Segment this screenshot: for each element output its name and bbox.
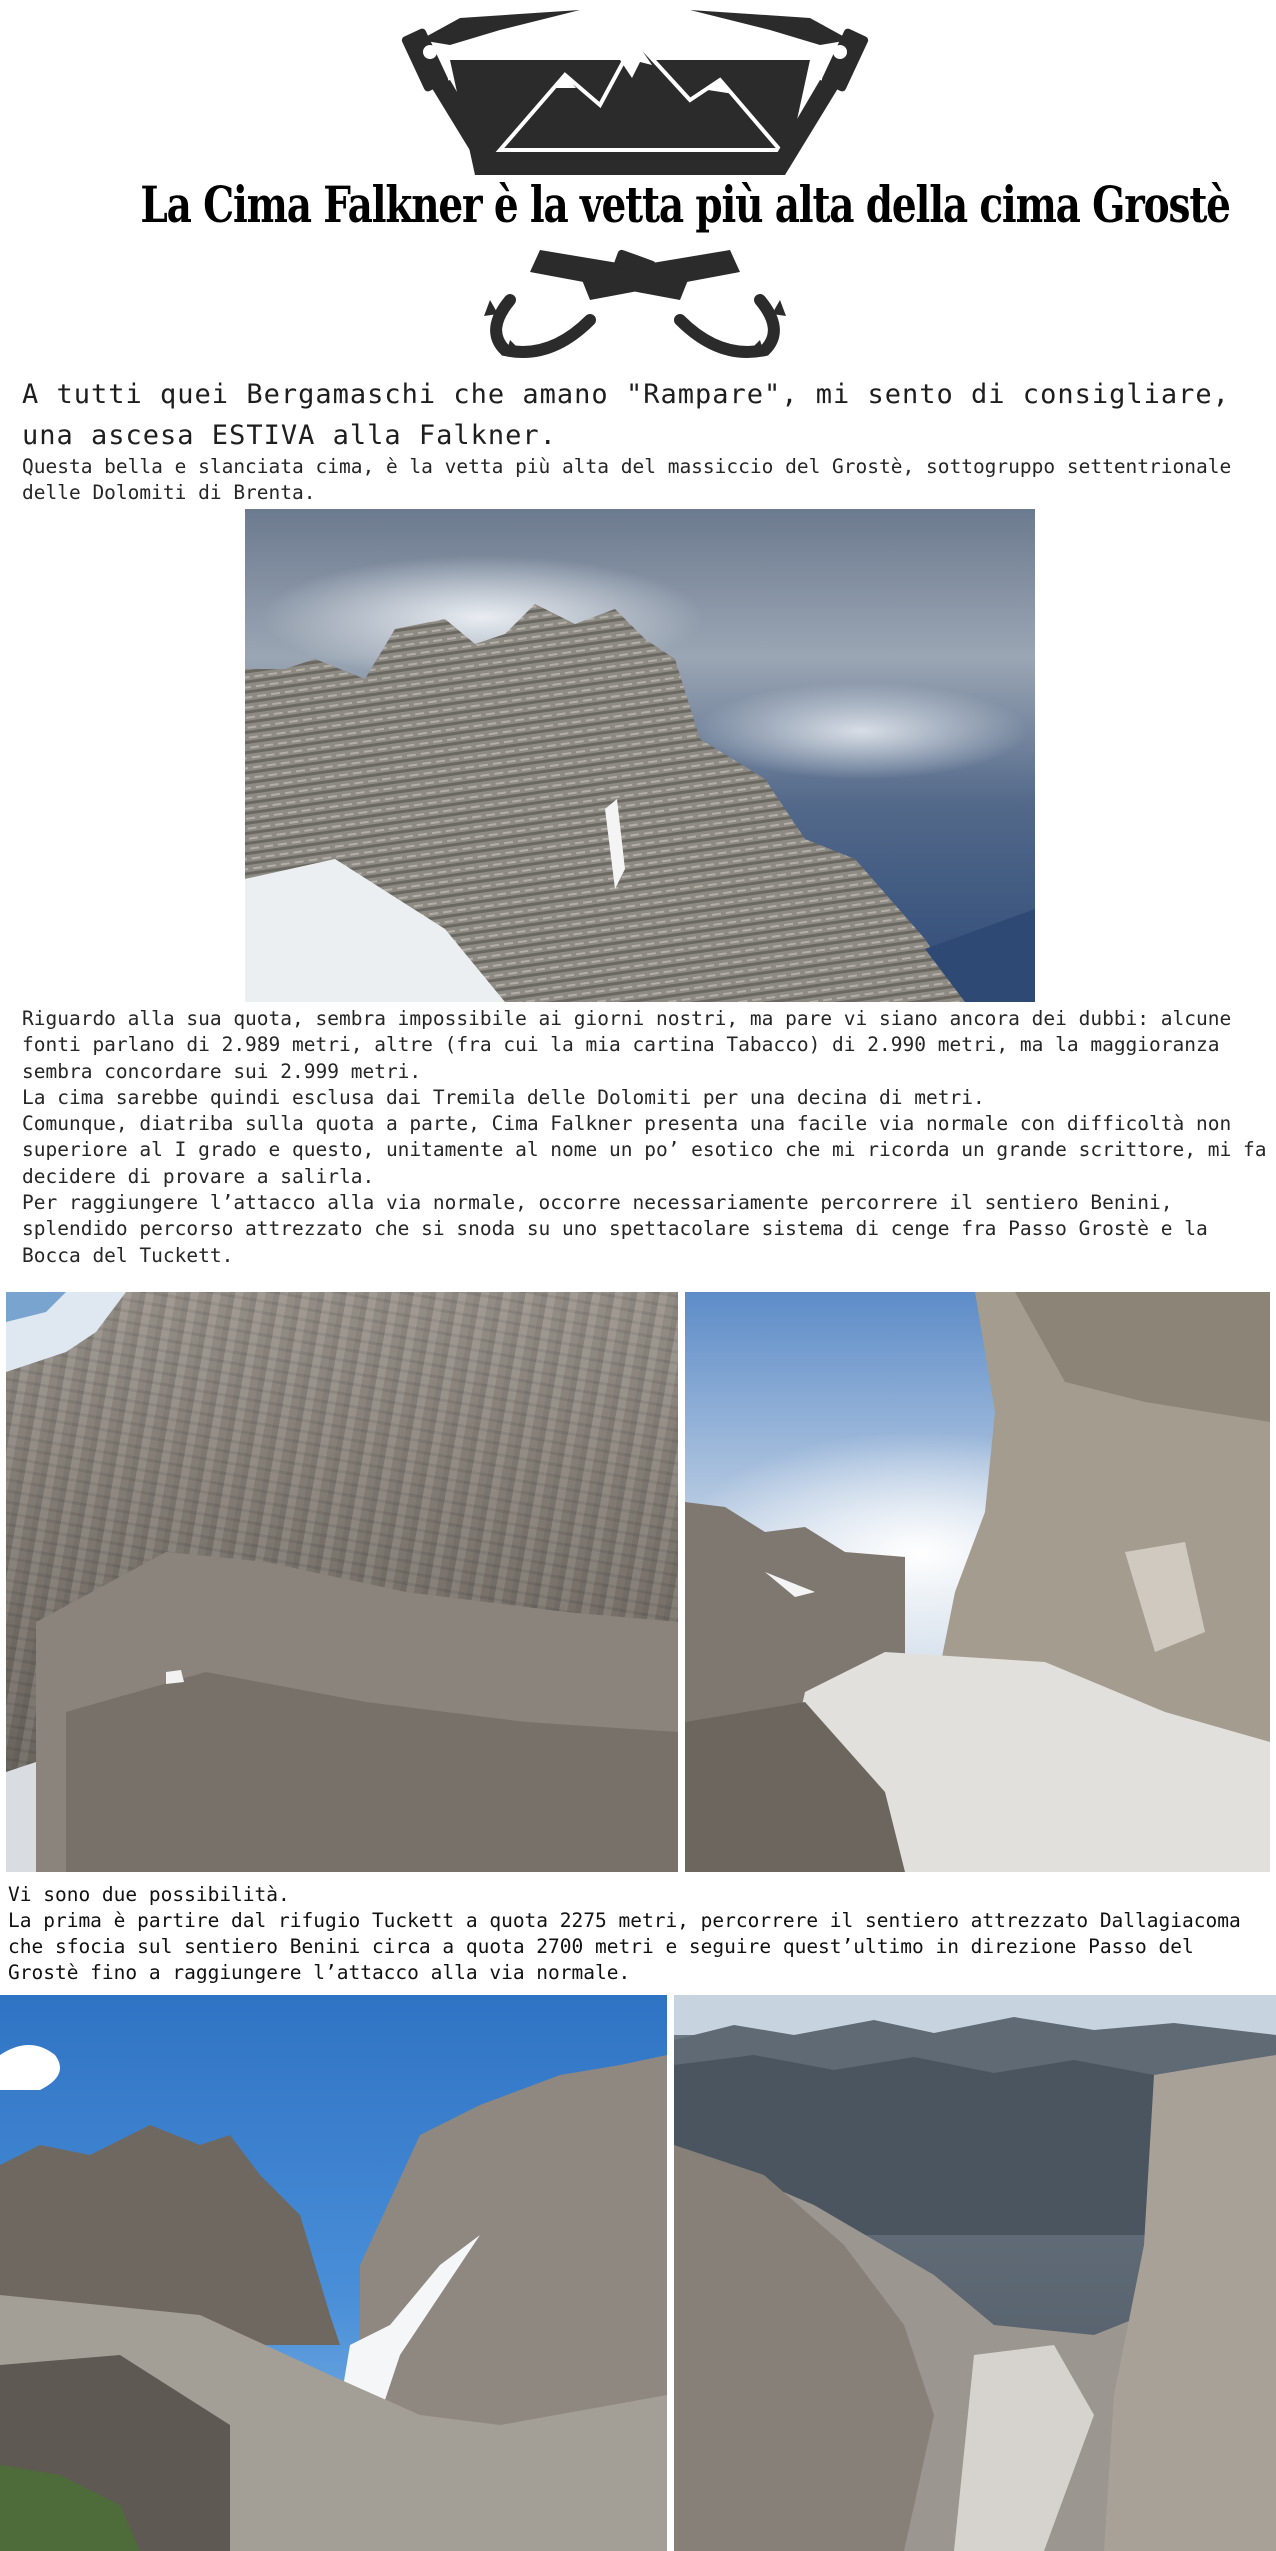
route-options-paragraph: Vi sono due possibilità.	[8, 1883, 290, 1906]
route-options-text	[8, 1882, 1272, 1986]
description-text	[22, 1006, 1272, 1269]
photo-path-under-cliffs	[685, 1292, 1270, 1872]
page-title: La Cima Falkner è la vetta più alta della cima Grostè	[140, 175, 1230, 234]
photo-rock-walls-ledges	[6, 1292, 678, 1872]
description-paragraph: La cima sarebbe quindi esclusa dai Tremila delle Dolomiti per una decina di metri.	[22, 1085, 985, 1109]
intro-body: Questa bella e slanciata cima, è la vetta più alta del massiccio del Grostè, sottogruppo settentrionale delle Dolomiti di Brenta.	[22, 455, 1232, 504]
photo-cima-falkner-peak	[245, 509, 1035, 1002]
description-paragraph: Riguardo alla sua quota, sembra impossibile ai giorni nostri, ma pare vi siano ancora dei dubbi: alcune fonti parlano di 2.989 metri, altre (fra cui la mia cartina Tabacco) di 2.990 metri, ma la maggioranza sembra concordare sui 2.999 metri.	[22, 1007, 1232, 1083]
photo-snow-gully-peaks	[0, 1995, 667, 2551]
intro-lead: A tutti quei Bergamaschi che amano "Rampare", mi sento di consigliare, una ascesa ESTIVA alla Falkner.	[22, 379, 1230, 451]
description-paragraph: Per raggiungere l’attacco alla via normale, occorre necessariamente percorrere il sentiero Benini, splendido percorso attrezzato che si snoda su uno spettacolare sistema di cenge fra Passo Grostè e la Bocca del Tuckett.	[22, 1191, 1208, 1267]
photo-valley-panorama	[674, 1995, 1276, 2551]
route-options-paragraph: La prima è partire dal rifugio Tuckett a quota 2275 metri, percorrere il sentiero attrezzato Dallagiacoma che sfocia sul sentiero Benini circa a quota 2700 metri e seguire quest’ultimo in direzione Passo del Grostè fino a raggiungere l’attacco alla via normale.	[8, 1909, 1241, 1984]
description-paragraph: Comunque, diatriba sulla quota a parte, Cima Falkner presenta una facile via normale con difficoltà non superiore al I grado e questo, unitamente al nome un po’ esotico che mi ricorda un grande scrittore, mi fa decidere di provare a salirla.	[22, 1112, 1267, 1188]
